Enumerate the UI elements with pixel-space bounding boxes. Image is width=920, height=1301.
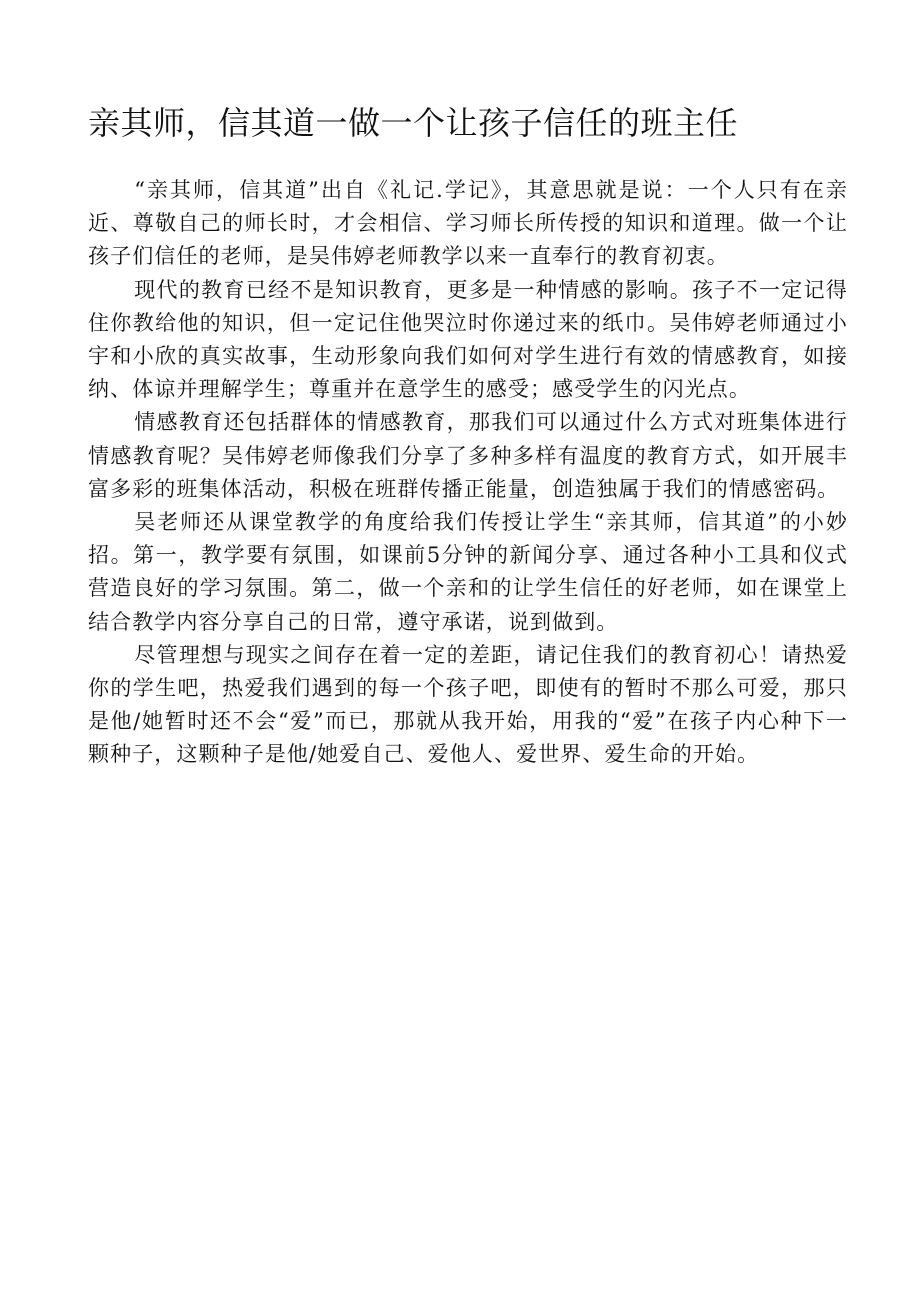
document-title: 亲其师，信其道一做一个让孩子信任的班主任 bbox=[88, 104, 739, 142]
paragraph-1: “亲其师，信其道”出自《礼记.学记》，其意思就是说：一个人只有在亲近、尊敬自己的师长时，才会相信、学习师长所传授的知识和道理。做一个让孩子们信任的老师，是吴伟婷老师教学以来一直奉行的教育初衷。 bbox=[88, 178, 848, 269]
paragraph-4: 吴老师还从课堂教学的角度给我们传授让学生“亲其师，信其道”的小妙招。第一，教学要有氛围，如课前5分钟的新闻分享、通过各种小工具和仪式营造良好的学习氛围。第二，做一个亲和的让学生信任的好老师，如在课堂上结合教学内容分享自己的日常，遵守承诺，说到做到。 bbox=[88, 510, 848, 634]
document-body bbox=[88, 174, 848, 772]
paragraph-3: 情感教育还包括群体的情感教育，那我们可以通过什么方式对班集体进行情感教育呢？吴伟婷老师像我们分享了多种多样有温度的教育方式，如开展丰富多彩的班集体活动，积极在班群传播正能量，创造独属于我们的情感密码。 bbox=[88, 410, 848, 501]
paragraph-2: 现代的教育已经不是知识教育，更多是一种情感的影响。孩子不一定记得住你教给他的知识，但一定记住他哭泣时你递过来的纸巾。吴伟婷老师通过小宇和小欣的真实故事，生动形象向我们如何对学生进行有效的情感教育，如接纳、体谅并理解学生；尊重并在意学生的感受；感受学生的闪光点。 bbox=[88, 277, 848, 402]
paragraph-5: 尽管理想与现实之间存在着一定的差距，请记住我们的教育初心！请热爱你的学生吧，热爱我们遇到的每一个孩子吧，即使有的暂时不那么可爱，那只是他/她暂时还不会“爱”而已，那就从我开始，用我的“爱”在孩子内心种下一颗种子，这颗种子是他/她爱自己、爱他人、爱世界、爱生命的开始。 bbox=[88, 642, 848, 767]
